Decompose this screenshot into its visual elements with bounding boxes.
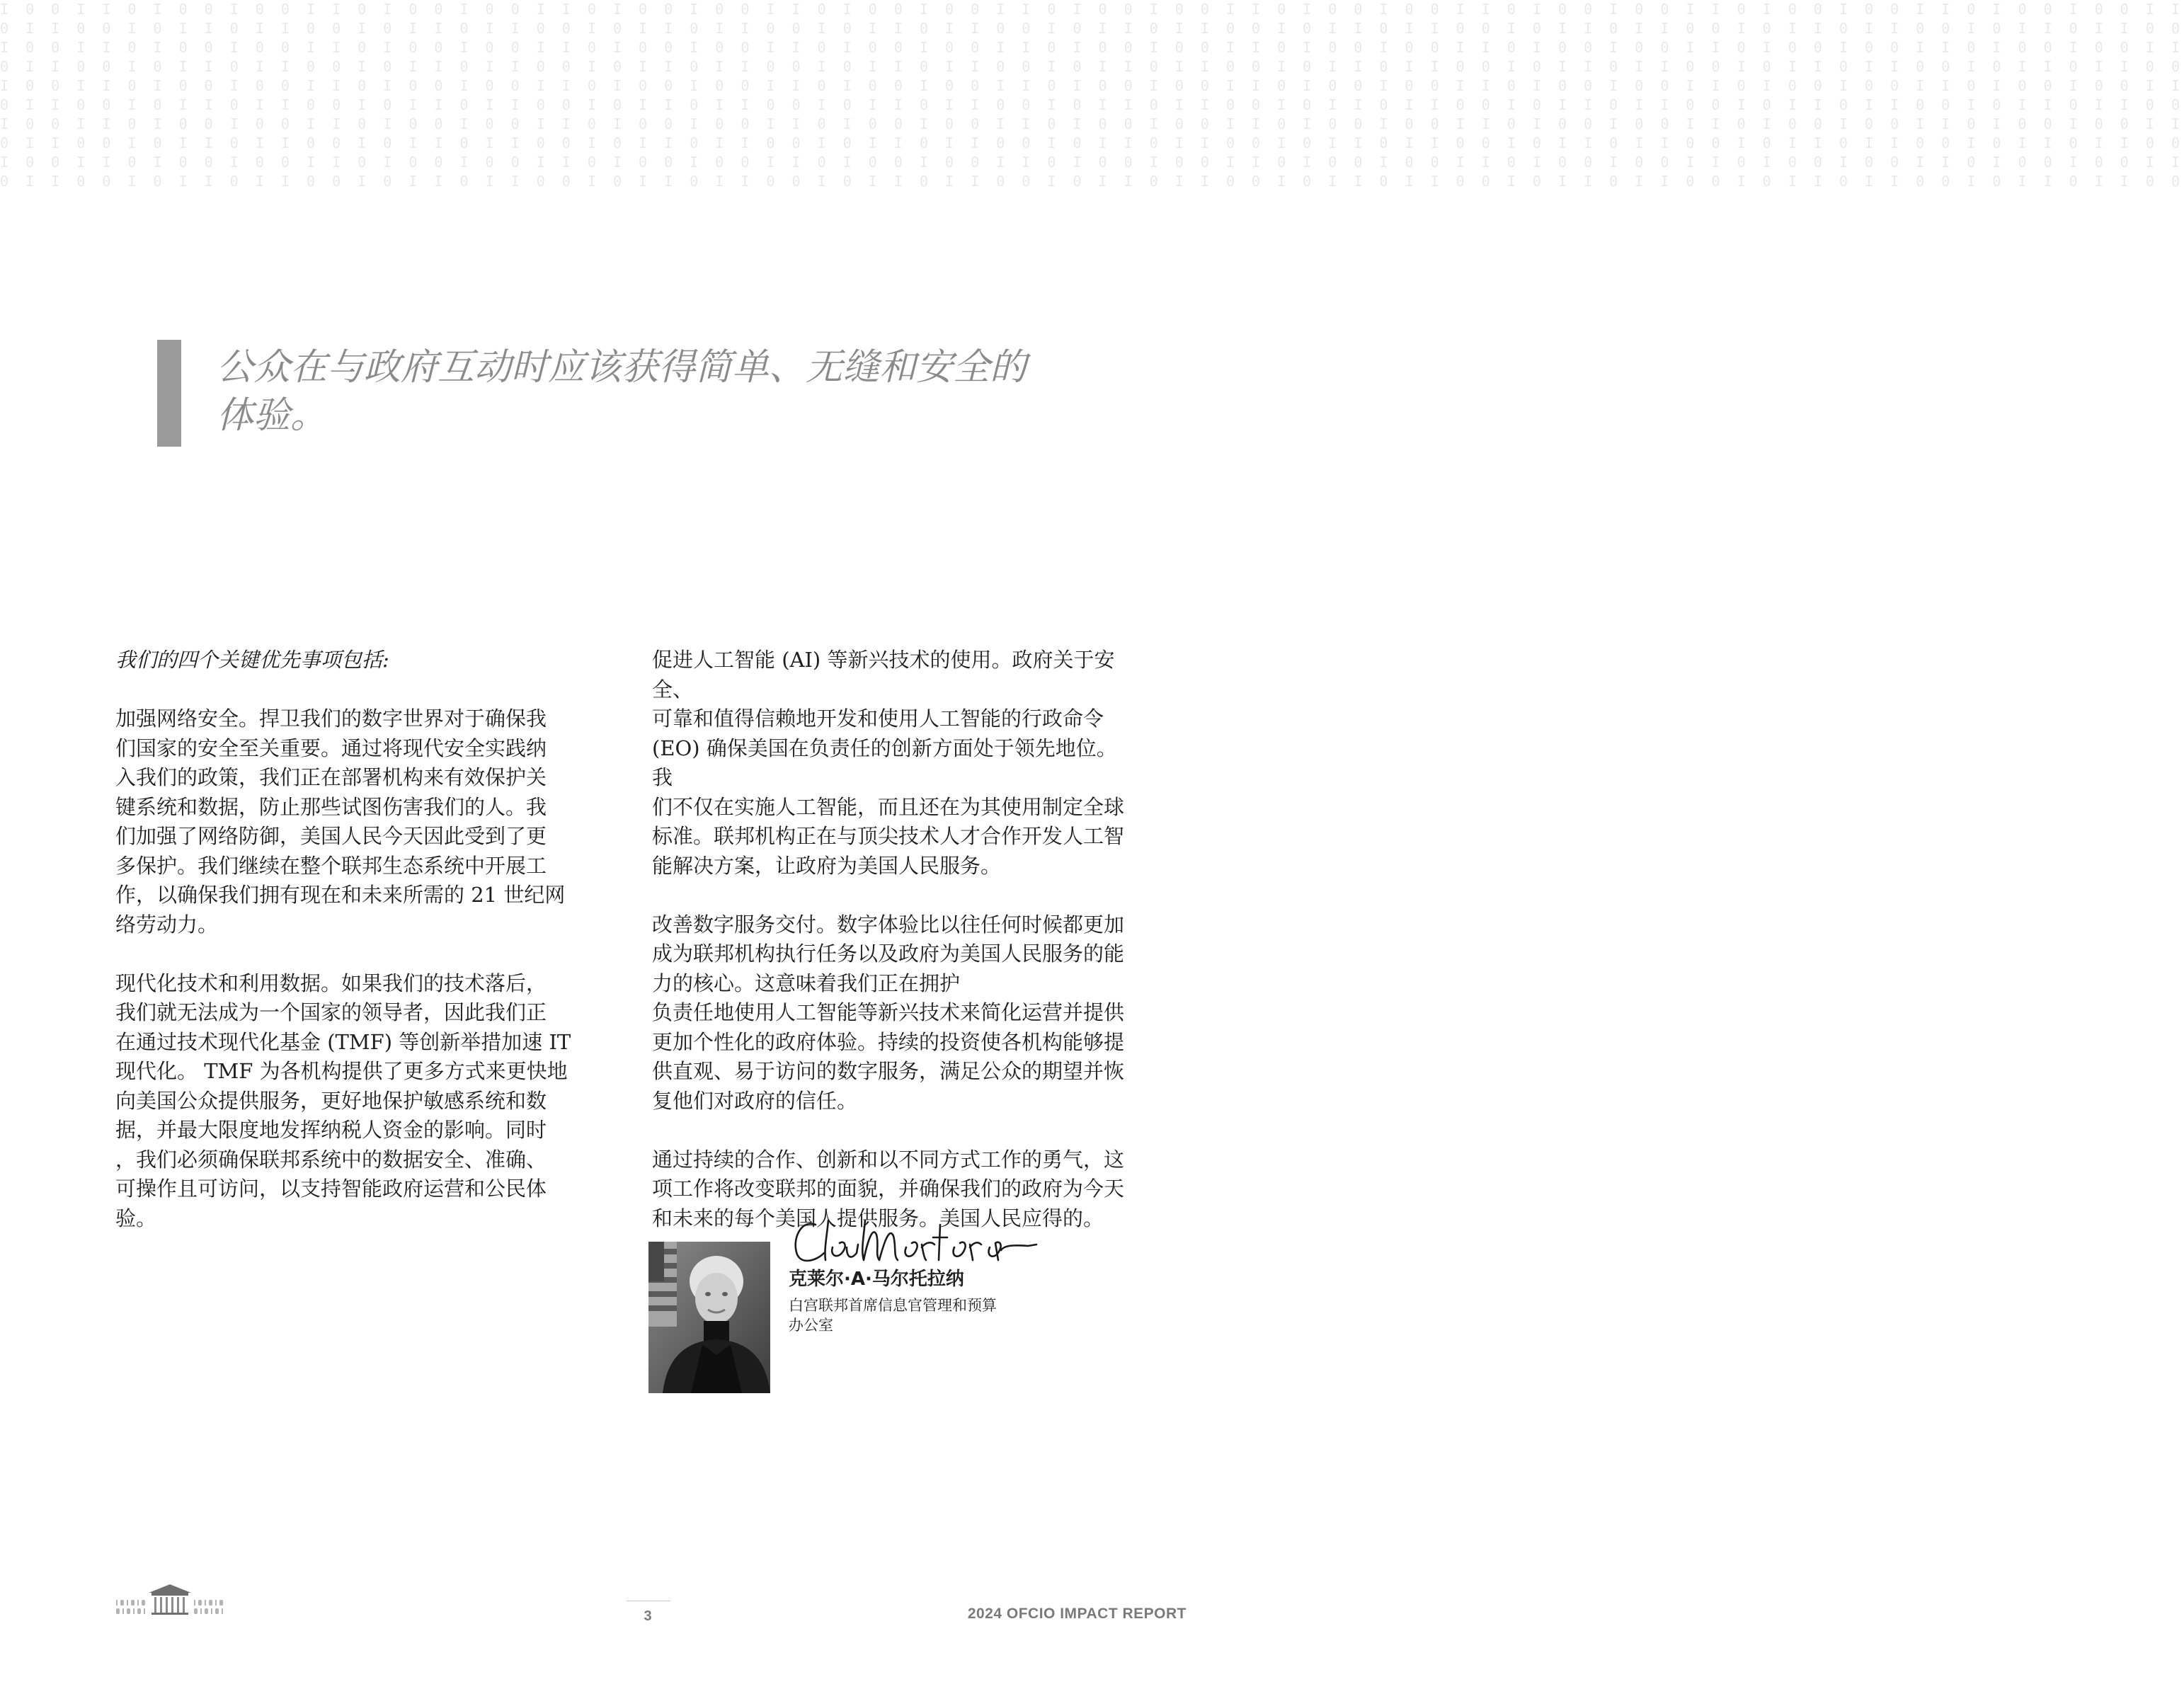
pull-quote-bar <box>157 340 181 447</box>
flag-icon <box>648 1242 677 1327</box>
page-number: 3 <box>644 1608 652 1624</box>
paragraph-cybersecurity: 加强网络安全。捍卫我们的数字世界对于确保我 们国家的安全至关重要。通过将现代安全实践纳 入我们的政策，我们正在部署机构来有效保护关 键系统和数据，防止那些试图伤害我们的人。我 们加强了网络防御，美国人民今天因此受到了更 多保护。我们继续在整个联邦生态系统中开展工 作，以确保我们拥有现在和未来所需的 21 世纪网 络劳动力。 <box>115 706 566 937</box>
left-column <box>115 646 597 1263</box>
handwritten-signature <box>787 1203 1042 1274</box>
right-column <box>652 646 1133 1263</box>
white-house-logo-icon <box>113 1577 227 1620</box>
portrait-photo <box>648 1242 770 1393</box>
binary-pattern-header: I 0 0 I I 0 I 0 0 I 0 0 I I 0 I 0 0 I 0 0 I I 0 I 0 0 I 0 0 I I 0 I 0 0 I 0 0 I I 0 I 0 0 I 0 0 I I 0 I 0 0 I 0 0 I I 0 I 0 0 I 0 0 I I 0 I 0 0 I 0 0 I I 0 I 0 0 I 0 0 I I 0 I I 0 0 I 0 I I 0 I I 0 0 I 0 I I 0 I I 0 0 I 0 I I 0 I I 0 0 I 0 I I 0 I I 0 0 I 0 I I 0 I I 0 0 I 0 I I 0 I I 0 0 I 0 I I 0 I I 0 0 I 0 I I 0 I I 0 0 I 0 I I 0 I I 0 0 I 0 0 I I 0 I 0 0 I 0 0 I I 0 I 0 0 I 0 0 I I 0 I 0 0 I 0 0 I I 0 I 0 0 I 0 0 I I 0 I 0 0 I 0 0 I I 0 I 0 0 I 0 0 I I 0 I 0 0 I 0 0 I I 0 I 0 0 I 0 0 I I 0 I 0 0 I 0 0 I I 0 I I 0 0 I 0 I I 0 I I 0 0 I 0 I I 0 I I 0 0 I 0 I I 0 I I 0 0 I 0 I I 0 I I 0 0 I 0 I I 0 I I 0 0 I 0 I I 0 I I 0 0 I 0 I I 0 I I 0 0 I 0 I I 0 I I 0 0 I 0 I I 0 I I 0 0 I 0 0 I I 0 I 0 0 I 0 0 I I 0 I 0 0 I 0 0 I I 0 I 0 0 I 0 0 I I 0 I 0 0 I 0 0 I I 0 I 0 0 I 0 0 I I 0 I 0 0 I 0 0 I I 0 I 0 0 I 0 0 I I 0 I 0 0 I 0 0 I I 0 I 0 0 I 0 0 I I 0 I I 0 0 I 0 I I 0 I I 0 0 I 0 I I 0 I I 0 0 I 0 I I 0 I I 0 0 I 0 I I 0 I I 0 0 I 0 I I 0 I I 0 0 I 0 I I 0 I I 0 0 I 0 I I 0 I I 0 0 I 0 I I 0 I I 0 0 I 0 I I 0 I I 0 0 I 0 0 I I 0 I 0 0 I 0 0 I I 0 I 0 0 I 0 0 I I 0 I 0 0 I 0 0 I I 0 I 0 0 I 0 0 I I 0 I 0 0 I 0 0 I I 0 I 0 0 I 0 0 I I 0 I 0 0 I 0 0 I I 0 I 0 0 I 0 0 I I 0 I 0 0 I 0 0 I I 0 I I 0 0 I 0 I I 0 I I 0 0 I 0 I I 0 I I 0 0 I 0 I I 0 I I 0 0 I 0 I I 0 I I 0 0 I 0 I I 0 I I 0 0 I 0 I I 0 I I 0 0 I 0 I I 0 I I 0 0 I 0 I I 0 I I 0 0 I 0 I I 0 I I 0 0 I 0 0 I I 0 I 0 0 I 0 0 I I 0 I 0 0 I 0 0 I I 0 I 0 0 I 0 0 I I 0 I 0 0 I 0 0 I I 0 I 0 0 I 0 0 I I 0 I 0 0 I 0 0 I I 0 I 0 0 I 0 0 I I 0 I 0 0 I 0 0 I I 0 I 0 0 I 0 0 I I 0 I I 0 0 I 0 I I 0 I I 0 0 I 0 I I 0 I I 0 0 I 0 I I 0 I I 0 0 I 0 I I 0 I I 0 0 I 0 I I 0 I I 0 0 I 0 I I 0 I I 0 0 I 0 I I 0 I I 0 0 I 0 I I 0 I I 0 0 I 0 I I 0 I I 0 0 <box>0 1 2184 190</box>
signer-title: 白宫联邦首席信息官管理和预算 办公室 <box>789 1297 997 1334</box>
pull-quote: 公众在与政府互动时应该获得简单、无缝和安全的 体验。 <box>217 346 1027 437</box>
paragraph-ai: 促进人工智能 (AI) 等新兴技术的使用。政府关于安全、 可靠和值得信赖地开发和使用人工智能的行政命令 (EO) 确保美国在负责任的创新方面处于领先地位。我 们不仅在实施人工智能，而且还在为其使用制定全球 标准。联邦机构正在与顶尖技术人才合作开发人工智 能解决方案，让政府为美国人民服务。 <box>652 648 1125 878</box>
signer-name: 克莱尔·A·马尔托拉纳 <box>789 1269 964 1290</box>
report-title: 2024 OFCIO IMPACT REPORT <box>967 1606 1187 1622</box>
paragraph-conclusion: 通过持续的合作、创新和以不同方式工作的勇气，这 项工作将改变联邦的面貌，并确保我们的政府为今天 和未来的每个美国人提供服务。美国人民应得的。 <box>652 1147 1125 1230</box>
priorities-intro: 我们的四个关键优先事项包括: <box>115 648 389 672</box>
paragraph-modernization: 现代化技术和利用数据。如果我们的技术落后， 我们就无法成为一个国家的领导者，因此我们正 在通过技术现代化基金 (TMF) 等创新举措加速 IT 现代化。 TMF 为各机构提供了更多方式来更快地 向美国公众提供服务，更好地保护敏感系统和数 据，并最大限度地发挥纳税人资金的影响。同时 ，我们必须确保联邦系统中的数据安全、准确、 可操作且可访问，以支持智能政府运营和公民体 验。 <box>115 971 571 1230</box>
portrait-illustration <box>648 1242 770 1393</box>
paragraph-digital-services: 改善数字服务交付。数字体验比以往任何时候都更加 成为联邦机构执行任务以及政府为美国人民服务的能 力的核心。这意味着我们正在拥护 负责任地使用人工智能等新兴技术来简化运营并提供 更加个性化的政府体验。持续的投资使各机构能够提 供直观、易于访问的数字服务，满足公众的期望并恢 复他们对政府的信任。 <box>652 912 1125 1113</box>
